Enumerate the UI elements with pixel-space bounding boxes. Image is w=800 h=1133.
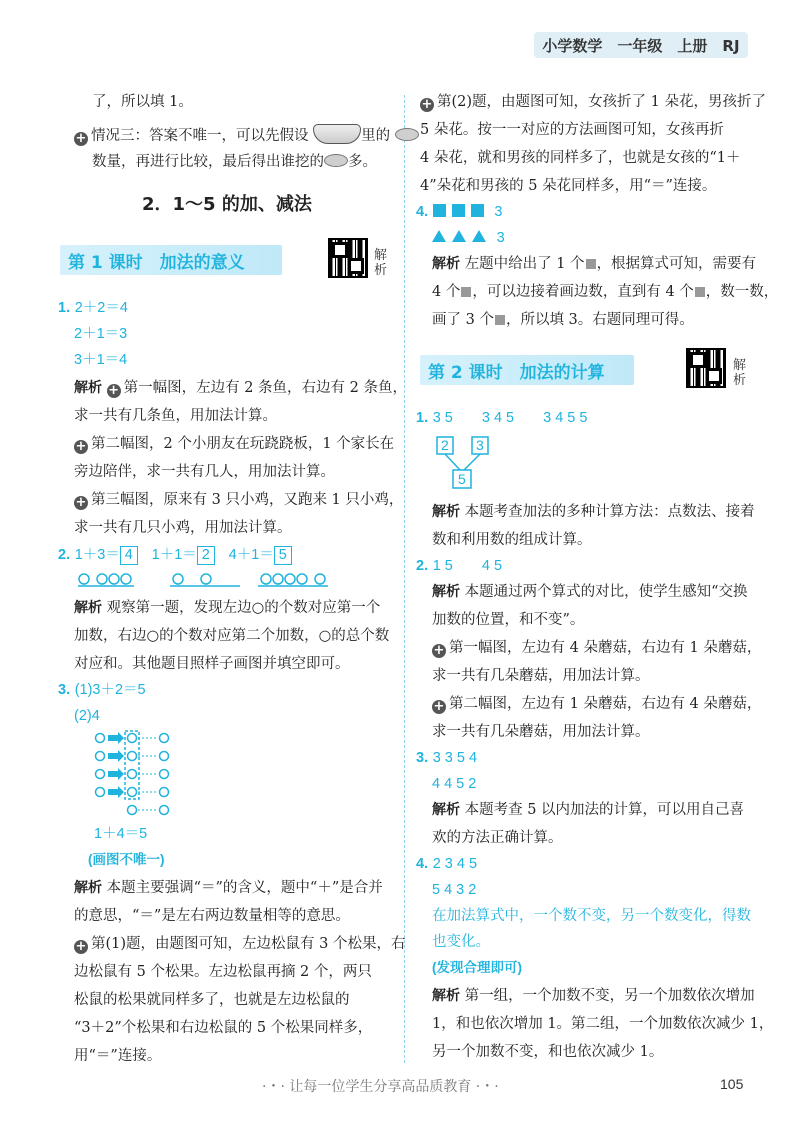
explanation-line: 解析 本题考查加法的多种计算方法：点数法、接着 bbox=[432, 504, 755, 520]
answer-line: (2)4 bbox=[74, 708, 100, 724]
dirt-pile-image bbox=[324, 154, 348, 167]
answer-line: 3＋1＝4 bbox=[74, 352, 128, 368]
explanation-line: 解析 + 第一幅图，左边有 2 条鱼，右边有 2 条鱼， bbox=[74, 380, 407, 398]
answer-note: (画图不唯一) bbox=[88, 852, 165, 867]
explanation-line: + 第三幅图，原来有 3 只小鸡，又跑来 1 只小鸡， bbox=[75, 492, 404, 510]
explanation-line: 求一共有几只小鸡，用加法计算。 bbox=[74, 520, 292, 536]
explanation-line: 求一共有几条鱼，用加法计算。 bbox=[74, 408, 277, 424]
plus-bullet-icon: + bbox=[433, 643, 445, 658]
explanation-line: 数和利用数的组成计算。 bbox=[432, 532, 592, 548]
explanation-line: 解析 本题主要强调“＝”的含义，题中“＋”是合并 bbox=[74, 880, 383, 896]
explanation-line: 解析 左题中给出了 1 个 ，根据算式可知，需要有 bbox=[432, 256, 757, 272]
dirt-pile-image bbox=[395, 128, 419, 141]
lesson-1-title: 第 1 课时 加法的意义 bbox=[60, 245, 282, 275]
text-line: 数量，再进行比较，最后得出谁挖的 多。 bbox=[92, 154, 377, 170]
plus-bullet-icon: + bbox=[75, 939, 87, 954]
gray-square-icon bbox=[695, 287, 705, 297]
explanation-line: 画了 3 个 ，所以填 3。右题同理可得。 bbox=[432, 312, 694, 328]
answer-line: 在加法算式中，一个数不变，另一个数变化，得数 bbox=[432, 908, 751, 924]
plus-bullet-icon: + bbox=[75, 495, 87, 510]
answer-box: 2 bbox=[197, 546, 215, 565]
explanation-line: + 第二幅图，左边有 1 朵蘑菇，右边有 4 朵蘑菇， bbox=[433, 696, 762, 714]
plus-bullet-icon: + bbox=[421, 97, 433, 112]
triangle-icon bbox=[472, 230, 486, 242]
explanation-line: “3＋2”个松果和右边松鼠的 5 个松果同样多， bbox=[74, 1020, 373, 1036]
explanation-line: 对应和。其他题目照样子画图并填空即可。 bbox=[74, 656, 350, 672]
explanation-line: 加数，右边○的个数对应第二个加数，○的总个数 bbox=[74, 628, 390, 644]
explanation-line: 5 朵花。按一一对应的方法画图可知，女孩再折 bbox=[420, 122, 724, 138]
column-divider bbox=[404, 95, 405, 1063]
lesson-2-title: 第 2 课时 加法的计算 bbox=[420, 355, 634, 385]
explanation-line: 4 朵花，就和男孩的同样多了，也就是女孩的“1＋ bbox=[420, 150, 741, 166]
question-b1: 1. 3 5 3 4 5 3 4 5 5 bbox=[416, 410, 588, 426]
explanation-line: + 第(1)题，由题图可知，左边松鼠有 3 个松果，右 bbox=[75, 936, 406, 954]
explanation-line: 求一共有几朵蘑菇，用加法计算。 bbox=[432, 668, 650, 684]
explanation-line: 加数的位置，和不变”。 bbox=[432, 612, 585, 628]
explanation-line: 用“＝”连接。 bbox=[74, 1048, 162, 1064]
explanation-line: 边松鼠有 5 个松果。左边松鼠再摘 2 个，两只 bbox=[74, 964, 372, 980]
question-b3: 3. 3 3 5 4 bbox=[416, 750, 478, 766]
explanation-line: 1，和也依次增加 1。第二组，一个加数依次减少 1， bbox=[432, 1016, 774, 1032]
circle-diagram bbox=[78, 572, 343, 588]
explanation-line: + 第一幅图，左边有 4 朵蘑菇，右边有 1 朵蘑菇， bbox=[433, 640, 762, 658]
explanation-line: + 第(2)题，由题图可知，女孩折了 1 朵花，男孩折了 bbox=[421, 94, 766, 112]
answer-line: 3 bbox=[432, 228, 505, 248]
explanation-line: 解析 观察第一题，发现左边○的个数对应第一个 bbox=[74, 600, 381, 616]
explanation-line: 4 个 ，可以边接着画边数，直到有 4 个 ，数一数， bbox=[432, 284, 779, 300]
explanation-line: 解析 本题通过两个算式的对比，使学生感知“交换 bbox=[432, 584, 748, 600]
question-4: 4. 3 bbox=[416, 204, 503, 220]
matching-diagram bbox=[94, 730, 184, 816]
explanation-line: 欢的方法正确计算。 bbox=[432, 830, 563, 846]
page-number: 105 bbox=[720, 1076, 744, 1092]
gray-square-icon bbox=[586, 259, 596, 269]
gray-square-icon bbox=[461, 287, 471, 297]
explanation-line: 旁边陪伴，求一共有几人，用加法计算。 bbox=[74, 464, 335, 480]
answer-line: 5 4 3 2 bbox=[432, 882, 477, 898]
question-3: 3. (1)3＋2＝5 bbox=[58, 682, 146, 698]
section-title: 2．1～5 的加、减法 bbox=[142, 194, 312, 215]
qr-label: 解析 bbox=[733, 358, 747, 388]
explanation-line: 解析 第一组，一个加数不变，另一个加数依次增加 bbox=[432, 988, 755, 1004]
book-header-badge: 小学数学 一年级 上册 RJ bbox=[534, 32, 748, 58]
explanation-line: + 第二幅图，2 个小朋友在玩跷跷板，1 个家长在 bbox=[75, 436, 395, 454]
gray-square-icon bbox=[495, 315, 505, 325]
qr-code[interactable] bbox=[686, 348, 726, 388]
text-line: + 情况三：答案不唯一，可以先假设 里的 bbox=[74, 124, 419, 146]
number-bond-diagram: 2 3 5 bbox=[436, 436, 496, 494]
answer-box: 5 bbox=[274, 546, 292, 565]
explanation-line: 松鼠的松果就同样多了，也就是左边松鼠的 bbox=[74, 992, 350, 1008]
question-1: 1. 2＋2＝4 bbox=[58, 300, 128, 316]
plus-bullet-icon: + bbox=[75, 131, 87, 146]
bowl-image bbox=[313, 124, 361, 144]
question-b2: 2. 1 5 4 5 bbox=[416, 558, 503, 574]
question-b4: 4. 2 3 4 5 bbox=[416, 856, 478, 872]
explanation-line: 4”朵花和男孩的 5 朵花同样多，用“＝”连接。 bbox=[420, 178, 717, 194]
plus-bullet-icon: + bbox=[108, 383, 120, 398]
answer-line: 也变化。 bbox=[432, 934, 490, 950]
explanation-line: 的意思，“＝”是左右两边数量相等的意思。 bbox=[74, 908, 350, 924]
qr-code[interactable] bbox=[328, 238, 368, 278]
explanation-line: 求一共有几朵蘑菇，用加法计算。 bbox=[432, 724, 650, 740]
square-icon bbox=[471, 204, 484, 217]
triangle-icon bbox=[452, 230, 466, 242]
answer-note: (发现合理即可) bbox=[432, 960, 522, 975]
explanation-line: 解析 本题考查 5 以内加法的计算，可以用自己喜 bbox=[432, 802, 745, 818]
question-2: 2. 1＋3＝ 4 1＋1＝ 2 4＋1＝ 5 bbox=[58, 545, 292, 565]
answer-box: 4 bbox=[120, 546, 138, 565]
answer-line: 4 4 5 2 bbox=[432, 776, 477, 792]
footer-slogan: ·・· 让每一位学生分享高品质教育 ·・· bbox=[262, 1079, 499, 1095]
explanation-line: 另一个加数不变，和也依次减少 1。 bbox=[432, 1044, 664, 1060]
square-icon bbox=[433, 204, 446, 217]
qr-label: 解析 bbox=[374, 248, 388, 278]
plus-bullet-icon: + bbox=[75, 439, 87, 454]
answer-line: 1＋4＝5 bbox=[94, 826, 148, 842]
triangle-icon bbox=[432, 230, 446, 242]
plus-bullet-icon: + bbox=[433, 699, 445, 714]
square-icon bbox=[452, 204, 465, 217]
answer-line: 2＋1＝3 bbox=[74, 326, 128, 342]
text-line: 了，所以填 1。 bbox=[92, 94, 193, 110]
